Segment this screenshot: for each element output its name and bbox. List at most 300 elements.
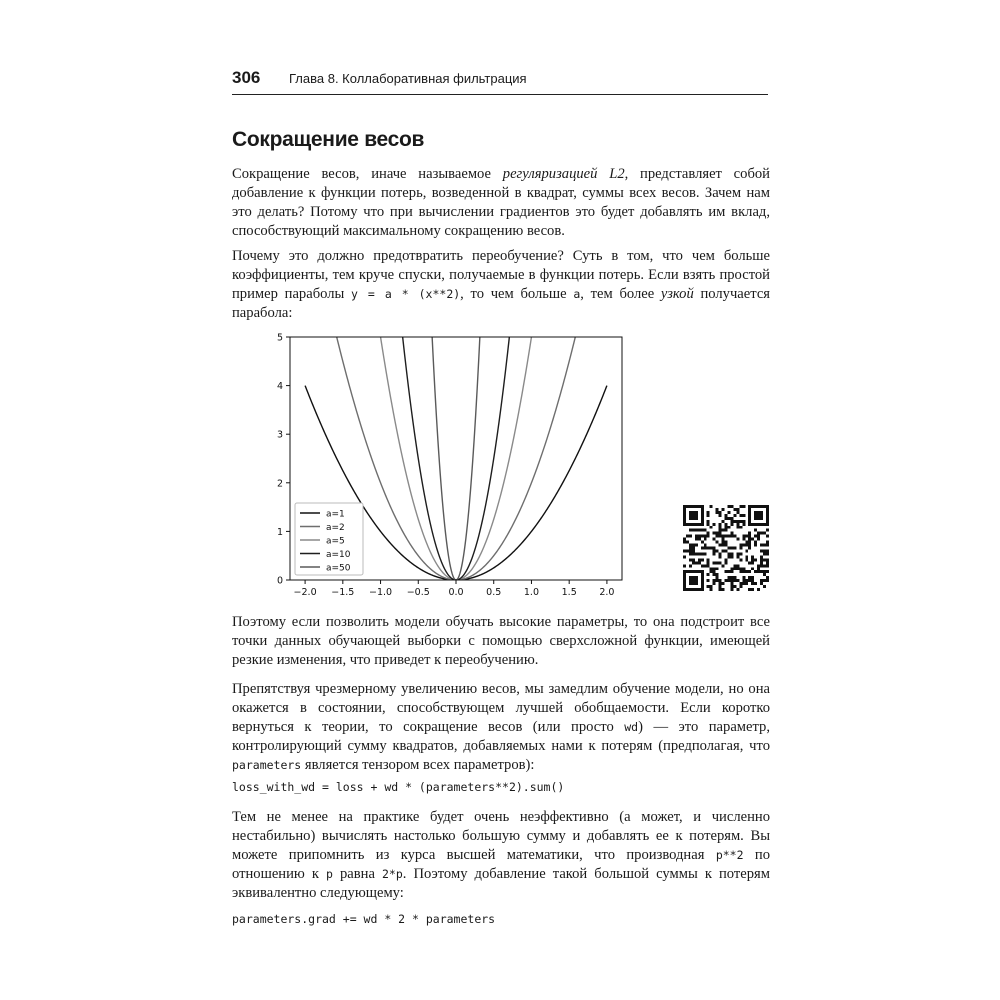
qr-module xyxy=(739,552,742,555)
qr-module xyxy=(701,508,704,511)
qr-module xyxy=(745,579,748,582)
qr-module xyxy=(683,555,686,558)
qr-module xyxy=(707,523,710,526)
qr-module xyxy=(748,511,751,514)
qr-module xyxy=(748,547,751,550)
qr-module xyxy=(763,558,766,561)
qr-module xyxy=(727,555,730,558)
qr-module xyxy=(760,555,763,558)
qr-module xyxy=(757,567,760,570)
qr-module xyxy=(716,567,719,570)
qr-module xyxy=(760,505,763,508)
qr-module xyxy=(689,517,692,520)
qr-module xyxy=(719,555,722,558)
qr-module xyxy=(725,570,728,573)
qr-module xyxy=(754,505,757,508)
qr-module xyxy=(742,567,745,570)
qr-module xyxy=(736,588,739,591)
qr-module xyxy=(719,544,722,547)
qr-module xyxy=(719,535,722,538)
qr-module xyxy=(766,520,769,523)
qr-module xyxy=(739,585,742,588)
qr-module xyxy=(704,535,707,538)
qr-module xyxy=(698,535,701,538)
para2-text-b: , то чем больше xyxy=(460,286,574,302)
qr-module xyxy=(739,526,742,529)
qr-module xyxy=(760,517,763,520)
qr-module xyxy=(686,505,689,508)
code-loss-with-wd: loss_with_wd = loss + wd * (parameters**2).sum() xyxy=(232,780,565,794)
qr-module xyxy=(739,570,742,573)
qr-module xyxy=(751,582,754,585)
qr-module xyxy=(733,576,736,579)
qr-module xyxy=(766,514,769,517)
qr-module xyxy=(739,547,742,550)
qr-module xyxy=(727,579,730,582)
qr-module xyxy=(701,576,704,579)
qr-module xyxy=(736,508,739,511)
para2-text-c: , тем более xyxy=(580,286,661,302)
qr-module xyxy=(716,511,719,514)
qr-module xyxy=(733,564,736,567)
qr-module xyxy=(748,535,751,538)
qr-module xyxy=(683,579,686,582)
paragraph-high-params: Поэтому если позволить модели обучать высокие параметры, то она подстроит все точки данных обучающей выборки с помощью сверхсложной функции, имеющей резкие изменения, что приведет к переобучению. xyxy=(232,614,770,668)
qr-module xyxy=(689,549,692,552)
qr-module xyxy=(748,505,751,508)
qr-module xyxy=(760,523,763,526)
qr-module xyxy=(695,517,698,520)
qr-module xyxy=(730,532,733,535)
paragraph-inefficient xyxy=(232,808,770,903)
qr-module xyxy=(766,529,769,532)
qr-module xyxy=(766,558,769,561)
qr-module xyxy=(689,514,692,517)
y-tick-label-0: 0 xyxy=(276,575,283,587)
qr-module xyxy=(751,505,754,508)
qr-module xyxy=(692,579,695,582)
qr-module xyxy=(695,570,698,573)
qr-module xyxy=(766,535,769,538)
qr-module xyxy=(683,520,686,523)
qr-module xyxy=(719,523,722,526)
qr-module xyxy=(742,520,745,523)
qr-module xyxy=(698,558,701,561)
qr-module xyxy=(730,520,733,523)
qr-module xyxy=(733,535,736,538)
qr-module xyxy=(695,523,698,526)
qr-module xyxy=(698,523,701,526)
qr-module xyxy=(751,538,754,541)
qr-module xyxy=(701,529,704,532)
para5-text-a: Тем не менее на практике будет очень неэффективно (а может, и численно нестабильно) вычислять настолько большую сумму и добавлять ее к потерям. Вы можете припомнить из курса высшей математики, что производная xyxy=(232,809,770,863)
qr-module xyxy=(766,564,769,567)
qr-module xyxy=(745,555,748,558)
qr-module xyxy=(686,588,689,591)
qr-module xyxy=(739,582,742,585)
qr-module xyxy=(707,564,710,567)
y-tick-label-1: 1 xyxy=(276,526,283,538)
qr-module xyxy=(722,535,725,538)
qr-module xyxy=(745,582,748,585)
qr-module xyxy=(754,511,757,514)
para2-text-a: Почему это должно предотвратить переобучение? Суть в том, что чем больше коэффициенты, тем круче спуски, получаемые в функции потерь. Если взять простой пример параболы xyxy=(232,248,770,302)
qr-module xyxy=(710,526,713,529)
qr-module xyxy=(716,573,719,576)
qr-module xyxy=(763,573,766,576)
qr-module xyxy=(742,523,745,526)
qr-module xyxy=(727,526,730,529)
para4-code-wd: wd xyxy=(624,720,639,734)
qr-module xyxy=(701,564,704,567)
qr-module xyxy=(701,582,704,585)
qr-module xyxy=(760,514,763,517)
legend-label-2: a=5 xyxy=(326,536,345,547)
qr-module xyxy=(733,547,736,550)
qr-module xyxy=(754,523,757,526)
qr-module xyxy=(689,588,692,591)
paragraph-weight-decay-theory xyxy=(232,680,770,775)
qr-module xyxy=(695,529,698,532)
qr-module xyxy=(683,505,686,508)
qr-module xyxy=(713,532,716,535)
qr-module xyxy=(683,541,686,544)
qr-module xyxy=(730,517,733,520)
para5-code-2p: 2*p xyxy=(382,867,403,881)
qr-module xyxy=(689,582,692,585)
qr-module xyxy=(701,579,704,582)
qr-module xyxy=(692,517,695,520)
qr-module xyxy=(760,549,763,552)
qr-module xyxy=(766,517,769,520)
qr-module xyxy=(683,549,686,552)
qr-module xyxy=(736,567,739,570)
qr-module xyxy=(727,547,730,550)
qr-module xyxy=(719,514,722,517)
qr-module xyxy=(713,552,716,555)
qr-module xyxy=(751,588,754,591)
qr-module xyxy=(689,523,692,526)
qr-module xyxy=(730,576,733,579)
qr-module xyxy=(757,570,760,573)
qr-module xyxy=(716,576,719,579)
qr-module xyxy=(692,529,695,532)
qr-module xyxy=(683,523,686,526)
qr-module xyxy=(751,579,754,582)
qr-module xyxy=(683,511,686,514)
qr-module xyxy=(707,520,710,523)
qr-module xyxy=(710,585,713,588)
qr-module xyxy=(692,576,695,579)
qr-module xyxy=(695,544,698,547)
qr-module xyxy=(716,508,719,511)
legend-label-0: a=1 xyxy=(326,509,345,520)
qr-module xyxy=(692,523,695,526)
qr-module xyxy=(704,538,707,541)
qr-module xyxy=(701,570,704,573)
qr-module xyxy=(745,535,748,538)
qr-module xyxy=(745,544,748,547)
qr-module xyxy=(730,567,733,570)
qr-module xyxy=(695,561,698,564)
qr-module xyxy=(695,582,698,585)
qr-module xyxy=(713,579,716,582)
qr-module xyxy=(683,564,686,567)
qr-module xyxy=(763,505,766,508)
qr-module xyxy=(692,549,695,552)
qr-module xyxy=(725,561,728,564)
qr-module xyxy=(695,511,698,514)
qr-module xyxy=(698,552,701,555)
qr-module xyxy=(725,544,728,547)
qr-module xyxy=(748,561,751,564)
qr-module xyxy=(716,532,719,535)
qr-module xyxy=(695,588,698,591)
qr-module xyxy=(713,570,716,573)
qr-module xyxy=(730,535,733,538)
qr-module xyxy=(707,561,710,564)
qr-module xyxy=(733,579,736,582)
qr-module xyxy=(757,517,760,520)
qr-module xyxy=(689,535,692,538)
qr-module xyxy=(689,511,692,514)
qr-module xyxy=(736,555,739,558)
qr-module xyxy=(689,505,692,508)
qr-module xyxy=(725,541,728,544)
qr-module xyxy=(757,532,760,535)
qr-module xyxy=(760,558,763,561)
qr-module xyxy=(692,511,695,514)
qr-module xyxy=(739,544,742,547)
qr-module xyxy=(701,523,704,526)
qr-module xyxy=(701,552,704,555)
qr-module xyxy=(751,567,754,570)
qr-module xyxy=(739,567,742,570)
qr-module xyxy=(766,549,769,552)
qr-module xyxy=(727,517,730,520)
x-tick-label-5: 0.5 xyxy=(486,587,502,598)
qr-module xyxy=(719,588,722,591)
qr-module xyxy=(707,535,710,538)
para4-text-b: ) — это параметр, контролирующий сумму квадратов, добавляемых нами к потерям (предполагая, что xyxy=(232,719,771,754)
qr-module xyxy=(710,567,713,570)
qr-module xyxy=(766,511,769,514)
qr-module xyxy=(716,549,719,552)
qr-module xyxy=(766,544,769,547)
qr-module xyxy=(686,549,689,552)
qr-module xyxy=(701,585,704,588)
qr-module xyxy=(745,541,748,544)
qr-module xyxy=(748,588,751,591)
qr-module xyxy=(689,579,692,582)
qr-module xyxy=(757,535,760,538)
qr-module xyxy=(719,585,722,588)
qr-module xyxy=(742,576,745,579)
qr-module xyxy=(730,505,733,508)
qr-module xyxy=(763,523,766,526)
qr-module xyxy=(733,520,736,523)
qr-module xyxy=(760,582,763,585)
qr-module xyxy=(686,523,689,526)
qr-module xyxy=(751,523,754,526)
para2-emphasis: узкой xyxy=(660,286,694,302)
legend-label-4: a=50 xyxy=(326,563,351,574)
qr-module xyxy=(748,514,751,517)
qr-module xyxy=(757,538,760,541)
qr-module xyxy=(722,538,725,541)
qr-module xyxy=(689,547,692,550)
qr-module xyxy=(692,582,695,585)
qr-module xyxy=(686,535,689,538)
qr-module xyxy=(707,579,710,582)
qr-module xyxy=(713,567,716,570)
qr-module xyxy=(763,549,766,552)
qr-module xyxy=(710,547,713,550)
y-tick-label-3: 3 xyxy=(276,429,283,441)
qr-module xyxy=(733,508,736,511)
qr-module xyxy=(698,529,701,532)
qr-module xyxy=(689,529,692,532)
qr-module xyxy=(727,505,730,508)
para4-code-parameters: parameters xyxy=(232,758,302,772)
qr-module xyxy=(683,517,686,520)
qr-module xyxy=(757,564,760,567)
qr-module xyxy=(701,573,704,576)
qr-module xyxy=(683,514,686,517)
qr-module xyxy=(754,544,757,547)
qr-module xyxy=(713,547,716,550)
qr-module xyxy=(742,544,745,547)
qr-module xyxy=(686,541,689,544)
parabola-chart xyxy=(266,330,638,602)
qr-module xyxy=(692,505,695,508)
para1-emphasis: регуляризацией L2 xyxy=(502,166,625,182)
qr-module xyxy=(748,544,751,547)
qr-module xyxy=(763,579,766,582)
paragraph-weight-decay-intro xyxy=(232,165,770,241)
qr-module xyxy=(763,552,766,555)
qr-module xyxy=(730,552,733,555)
qr-module xyxy=(710,588,713,591)
qr-module xyxy=(698,588,701,591)
qr-module xyxy=(766,552,769,555)
qr-module xyxy=(760,564,763,567)
qr-module xyxy=(725,535,728,538)
qr-module xyxy=(722,544,725,547)
qr-module xyxy=(701,511,704,514)
qr-module xyxy=(689,552,692,555)
qr-module xyxy=(754,529,757,532)
para2-text-d: получается парабола: xyxy=(232,286,771,321)
qr-module xyxy=(754,535,757,538)
section-title: Сокращение весов xyxy=(232,128,425,151)
qr-module xyxy=(748,508,751,511)
paragraph-overfitting-question xyxy=(232,247,770,323)
x-tick-label-7: 1.5 xyxy=(561,587,577,598)
para1-text-a: Сокращение весов, иначе называемое xyxy=(232,166,503,182)
qr-module xyxy=(745,558,748,561)
qr-module xyxy=(742,582,745,585)
qr-module xyxy=(707,514,710,517)
para2-code-a: a xyxy=(573,287,581,301)
qr-module xyxy=(713,549,716,552)
y-tick-label-4: 4 xyxy=(276,381,283,393)
qr-module xyxy=(748,538,751,541)
qr-module xyxy=(719,511,722,514)
qr-module xyxy=(760,532,763,535)
qr-module xyxy=(725,523,728,526)
qr-module xyxy=(727,570,730,573)
qr-module xyxy=(730,579,733,582)
qr-module xyxy=(722,520,725,523)
qr-module xyxy=(736,526,739,529)
para4-text-a: Препятствуя чрезмерному увеличению весов, мы замедлим обучение модели, но она окажется в состоянии, способствующем лучшей обобщаемости. Если коротко вернуться к теории, то сокращение весов (или просто xyxy=(232,681,770,735)
qr-module xyxy=(739,505,742,508)
qr-module xyxy=(757,505,760,508)
qr-module xyxy=(751,576,754,579)
qr-module xyxy=(766,508,769,511)
qr-module xyxy=(725,529,728,532)
qr-module xyxy=(733,567,736,570)
qr-module xyxy=(751,555,754,558)
qr-module xyxy=(730,555,733,558)
running-header xyxy=(232,66,768,95)
qr-module xyxy=(760,544,763,547)
qr-module xyxy=(701,520,704,523)
qr-module xyxy=(742,579,745,582)
qr-module xyxy=(763,564,766,567)
qr-module xyxy=(736,552,739,555)
qr-module xyxy=(683,588,686,591)
qr-module xyxy=(745,549,748,552)
qr-module xyxy=(757,514,760,517)
qr-module xyxy=(719,561,722,564)
qr-module xyxy=(739,514,742,517)
qr-module xyxy=(707,573,710,576)
qr-module xyxy=(748,532,751,535)
qr-module xyxy=(722,582,725,585)
qr-module xyxy=(730,570,733,573)
qr-module xyxy=(704,564,707,567)
qr-module xyxy=(763,570,766,573)
qr-code-icon xyxy=(683,505,769,591)
qr-module xyxy=(704,552,707,555)
qr-module xyxy=(736,564,739,567)
qr-module xyxy=(730,588,733,591)
qr-module xyxy=(698,505,701,508)
qr-module xyxy=(704,547,707,550)
x-tick-label-4: 0.0 xyxy=(448,587,464,598)
qr-module xyxy=(683,582,686,585)
qr-module xyxy=(716,541,719,544)
qr-module xyxy=(751,561,754,564)
qr-module xyxy=(766,570,769,573)
qr-module xyxy=(692,552,695,555)
qr-module xyxy=(707,547,710,550)
qr-module xyxy=(698,538,701,541)
x-tick-label-3: −0.5 xyxy=(406,587,430,598)
qr-module xyxy=(713,582,716,585)
qr-module xyxy=(692,547,695,550)
qr-module xyxy=(739,520,742,523)
qr-module xyxy=(763,544,766,547)
qr-module xyxy=(725,549,728,552)
qr-module xyxy=(698,561,701,564)
qr-module xyxy=(766,541,769,544)
qr-module xyxy=(736,520,739,523)
qr-module xyxy=(704,544,707,547)
qr-module xyxy=(713,523,716,526)
